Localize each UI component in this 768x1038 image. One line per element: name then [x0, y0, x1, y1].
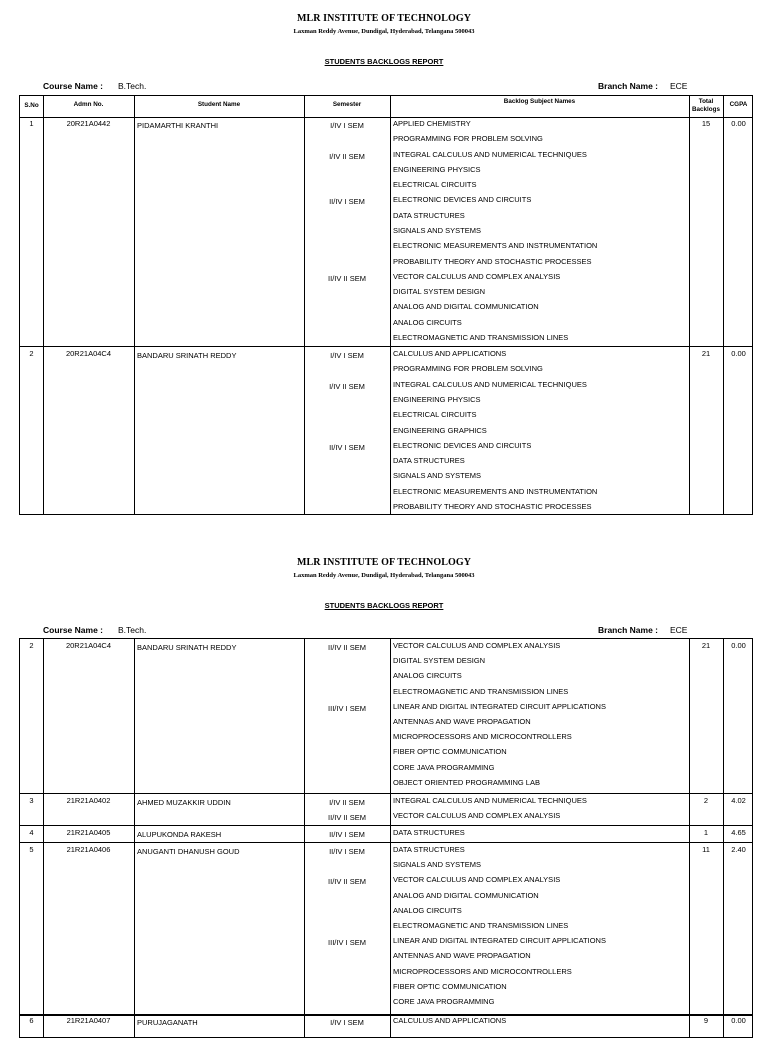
- row-admn-no: 21R21A0405: [66, 828, 111, 837]
- institute-name-page2: MLR INSTITUTE OF TECHNOLOGY: [296, 557, 472, 568]
- backlog-subject: PROGRAMMING FOR PROBLEM SOLVING: [393, 134, 543, 144]
- row-semester: II/IV II SEM: [328, 813, 366, 822]
- report-title-page2: STUDENTS BACKLOGS REPORT: [324, 601, 444, 610]
- backlog-subject: INTEGRAL CALCULUS AND NUMERICAL TECHNIQUES: [393, 379, 587, 389]
- row-student-name: ANUGANTI DHANUSH GOUD: [137, 847, 240, 856]
- backlog-subject: VECTOR CALCULUS AND COMPLEX ANALYSIS: [393, 641, 561, 650]
- backlog-subject: ANTENNAS AND WAVE PROPAGATION: [393, 951, 531, 961]
- row-semester: III/IV I SEM: [328, 703, 366, 713]
- row-sno: 2: [29, 641, 34, 650]
- backlog-subject: APPLIED CHEMISTRY: [393, 119, 471, 128]
- backlog-table-page2: [19, 638, 753, 1038]
- row-semester: I/IV I SEM: [330, 351, 364, 360]
- backlog-subject: ELECTRICAL CIRCUITS: [393, 180, 477, 190]
- report-title: STUDENTS BACKLOGS REPORT: [324, 57, 444, 66]
- institute-address-page2: Laxman Reddy Avenue, Dundigal, Hyderabad, Telangana 500043: [293, 572, 475, 579]
- branch-value: ECE: [670, 81, 688, 91]
- backlog-subject: OBJECT ORIENTED PROGRAMMING LAB: [393, 777, 540, 787]
- backlog-subject: ANTENNAS AND WAVE PROPAGATION: [393, 717, 531, 726]
- row-semester: II/IV I SEM: [329, 442, 365, 452]
- row-cgpa: 0.00: [731, 119, 746, 128]
- col-sno: S.No: [24, 102, 39, 109]
- col-total-line2: Backlogs: [692, 106, 720, 113]
- row-cgpa: 4.65: [731, 828, 746, 837]
- backlog-subject: VECTOR CALCULUS AND COMPLEX ANALYSIS: [393, 811, 561, 820]
- col-subjects: Backlog Subject Names: [503, 98, 576, 105]
- row-student-name: BANDARU SRINATH REDDY: [137, 351, 237, 360]
- row-sno: 1: [29, 119, 34, 128]
- row-total-backlogs: 21: [701, 349, 711, 358]
- backlog-subject: CORE JAVA PROGRAMMING: [393, 997, 495, 1006]
- row-semester: III/IV I SEM: [328, 938, 366, 948]
- row-admn-no: 20R21A0442: [66, 119, 111, 128]
- row-admn-no: 21R21A0406: [66, 845, 111, 854]
- row-sno: 2: [29, 349, 34, 358]
- row-cgpa: 4.02: [731, 796, 746, 805]
- backlog-subject: CALCULUS AND APPLICATIONS: [393, 349, 507, 358]
- row-student-name: PURUJAGANATH: [137, 1018, 198, 1027]
- course-label-page2: Course Name :: [43, 625, 103, 635]
- row-semester: II/IV II SEM: [328, 877, 366, 887]
- backlog-subject: VECTOR CALCULUS AND COMPLEX ANALYSIS: [393, 875, 561, 885]
- backlog-subject: ELECTROMAGNETIC AND TRANSMISSION LINES: [393, 921, 569, 930]
- backlog-subject: FIBER OPTIC COMMUNICATION: [393, 981, 507, 991]
- row-semester: II/IV I SEM: [329, 847, 365, 856]
- row-semester: I/IV II SEM: [329, 798, 365, 807]
- backlog-subject: SIGNALS AND SYSTEMS: [393, 471, 481, 481]
- backlog-subject: ANALOG CIRCUITS: [393, 905, 462, 915]
- backlog-subject: ELECTRONIC MEASUREMENTS AND INSTRUMENTATION: [393, 241, 598, 251]
- backlog-subject: CORE JAVA PROGRAMMING: [393, 762, 495, 772]
- backlog-subject: ELECTROMAGNETIC AND TRANSMISSION LINES: [393, 686, 569, 696]
- col-cgpa: CGPA: [729, 101, 748, 108]
- row-semester: II/IV I SEM: [329, 830, 365, 839]
- backlog-subject: VECTOR CALCULUS AND COMPLEX ANALYSIS: [393, 271, 561, 281]
- institute-address: Laxman Reddy Avenue, Dundigal, Hyderabad, Telangana 500043: [293, 28, 475, 35]
- course-label: Course Name :: [43, 81, 103, 91]
- row-semester: II/IV II SEM: [328, 273, 366, 283]
- row-admn-no: 20R21A04C4: [65, 641, 112, 650]
- backlog-subject: ANALOG AND DIGITAL COMMUNICATION: [393, 890, 539, 900]
- row-cgpa: 0.00: [731, 641, 746, 650]
- row-total-backlogs: 11: [702, 845, 710, 854]
- backlog-subject: ANALOG CIRCUITS: [393, 671, 462, 681]
- backlog-subject: PROBABILITY THEORY AND STOCHASTIC PROCESSES: [393, 256, 592, 266]
- row-total-backlogs: 2: [703, 796, 709, 805]
- col-student-name: Student Name: [197, 101, 241, 108]
- backlog-table: [19, 95, 753, 515]
- backlog-subject: ELECTRONIC MEASUREMENTS AND INSTRUMENTATION: [393, 486, 598, 496]
- backlog-subject: DIGITAL SYSTEM DESIGN: [393, 287, 486, 297]
- row-cgpa: 0.00: [731, 349, 746, 358]
- row-semester: I/IV I SEM: [330, 1018, 364, 1027]
- course-value-page2: B.Tech.: [118, 625, 147, 635]
- row-student-name: BANDARU SRINATH REDDY: [137, 643, 237, 652]
- backlog-subject: ENGINEERING PHYSICS: [393, 164, 481, 174]
- row-admn-no: 21R21A0407: [66, 1016, 111, 1025]
- col-semester: Semester: [332, 101, 362, 108]
- backlog-subject: CALCULUS AND APPLICATIONS: [393, 1016, 507, 1025]
- backlog-subject: PROGRAMMING FOR PROBLEM SOLVING: [393, 364, 543, 374]
- row-total-backlogs: 1: [703, 828, 709, 837]
- backlog-subject: LINEAR AND DIGITAL INTEGRATED CIRCUIT APPLICATIONS: [393, 936, 606, 946]
- row-student-name: AHMED MUZAKKIR UDDIN: [137, 798, 231, 807]
- backlog-subject: ANALOG CIRCUITS: [393, 317, 462, 327]
- row-sno: 4: [29, 828, 34, 837]
- backlog-subject: FIBER OPTIC COMMUNICATION: [393, 747, 507, 757]
- row-admn-no: 20R21A04C4: [65, 349, 112, 358]
- backlog-subject: SIGNALS AND SYSTEMS: [393, 860, 481, 870]
- backlog-subject: INTEGRAL CALCULUS AND NUMERICAL TECHNIQUES: [393, 149, 587, 159]
- row-sno: 5: [29, 845, 34, 854]
- backlog-subject: PROBABILITY THEORY AND STOCHASTIC PROCESSES: [393, 502, 592, 511]
- backlog-subject: ELECTRONIC DEVICES AND CIRCUITS: [393, 195, 532, 205]
- backlog-subject: ELECTRICAL CIRCUITS: [393, 410, 477, 420]
- branch-label-page2: Branch Name :: [598, 625, 658, 635]
- backlog-subject: SIGNALS AND SYSTEMS: [393, 225, 481, 235]
- backlog-subject: ELECTROMAGNETIC AND TRANSMISSION LINES: [393, 332, 569, 342]
- branch-value-page2: ECE: [670, 625, 688, 635]
- row-semester: I/IV II SEM: [329, 151, 365, 161]
- backlog-subject: LINEAR AND DIGITAL INTEGRATED CIRCUIT APPLICATIONS: [393, 701, 606, 711]
- row-total-backlogs: 9: [703, 1016, 709, 1025]
- backlog-subject: DATA STRUCTURES: [393, 210, 465, 220]
- backlog-subject: DATA STRUCTURES: [393, 845, 465, 854]
- col-total-line1: Total: [698, 98, 714, 105]
- row-total-backlogs: 21: [701, 641, 711, 650]
- row-sno: 6: [29, 1016, 34, 1025]
- row-semester: I/IV I SEM: [330, 121, 364, 130]
- backlog-subject: MICROPROCESSORS AND MICROCONTROLLERS: [393, 966, 572, 976]
- row-total-backlogs: 15: [701, 119, 711, 128]
- row-semester: I/IV II SEM: [329, 381, 365, 391]
- row-student-name: ALUPUKONDA RAKESH: [137, 830, 222, 839]
- backlog-subject: ENGINEERING PHYSICS: [393, 394, 481, 404]
- backlog-subject: ELECTRONIC DEVICES AND CIRCUITS: [393, 440, 532, 450]
- row-cgpa: 2.40: [731, 845, 746, 854]
- backlog-subject: MICROPROCESSORS AND MICROCONTROLLERS: [393, 732, 572, 742]
- backlog-subject: DIGITAL SYSTEM DESIGN: [393, 656, 486, 666]
- backlog-subject: DATA STRUCTURES: [393, 828, 465, 837]
- row-semester: II/IV II SEM: [328, 643, 366, 652]
- backlog-subject: INTEGRAL CALCULUS AND NUMERICAL TECHNIQUES: [393, 796, 587, 805]
- backlog-subject: ENGINEERING GRAPHICS: [393, 425, 487, 435]
- col-admn: Admn No.: [73, 101, 104, 108]
- row-cgpa: 0.00: [731, 1016, 746, 1025]
- branch-label: Branch Name :: [598, 81, 658, 91]
- row-sno: 3: [29, 796, 34, 805]
- backlog-subject: DATA STRUCTURES: [393, 456, 465, 466]
- row-semester: II/IV I SEM: [329, 197, 365, 207]
- row-admn-no: 21R21A0402: [66, 796, 111, 805]
- row-student-name: PIDAMARTHI KRANTHI: [137, 121, 219, 130]
- course-value: B.Tech.: [118, 81, 147, 91]
- institute-name: MLR INSTITUTE OF TECHNOLOGY: [296, 13, 472, 24]
- backlog-subject: ANALOG AND DIGITAL COMMUNICATION: [393, 302, 539, 312]
